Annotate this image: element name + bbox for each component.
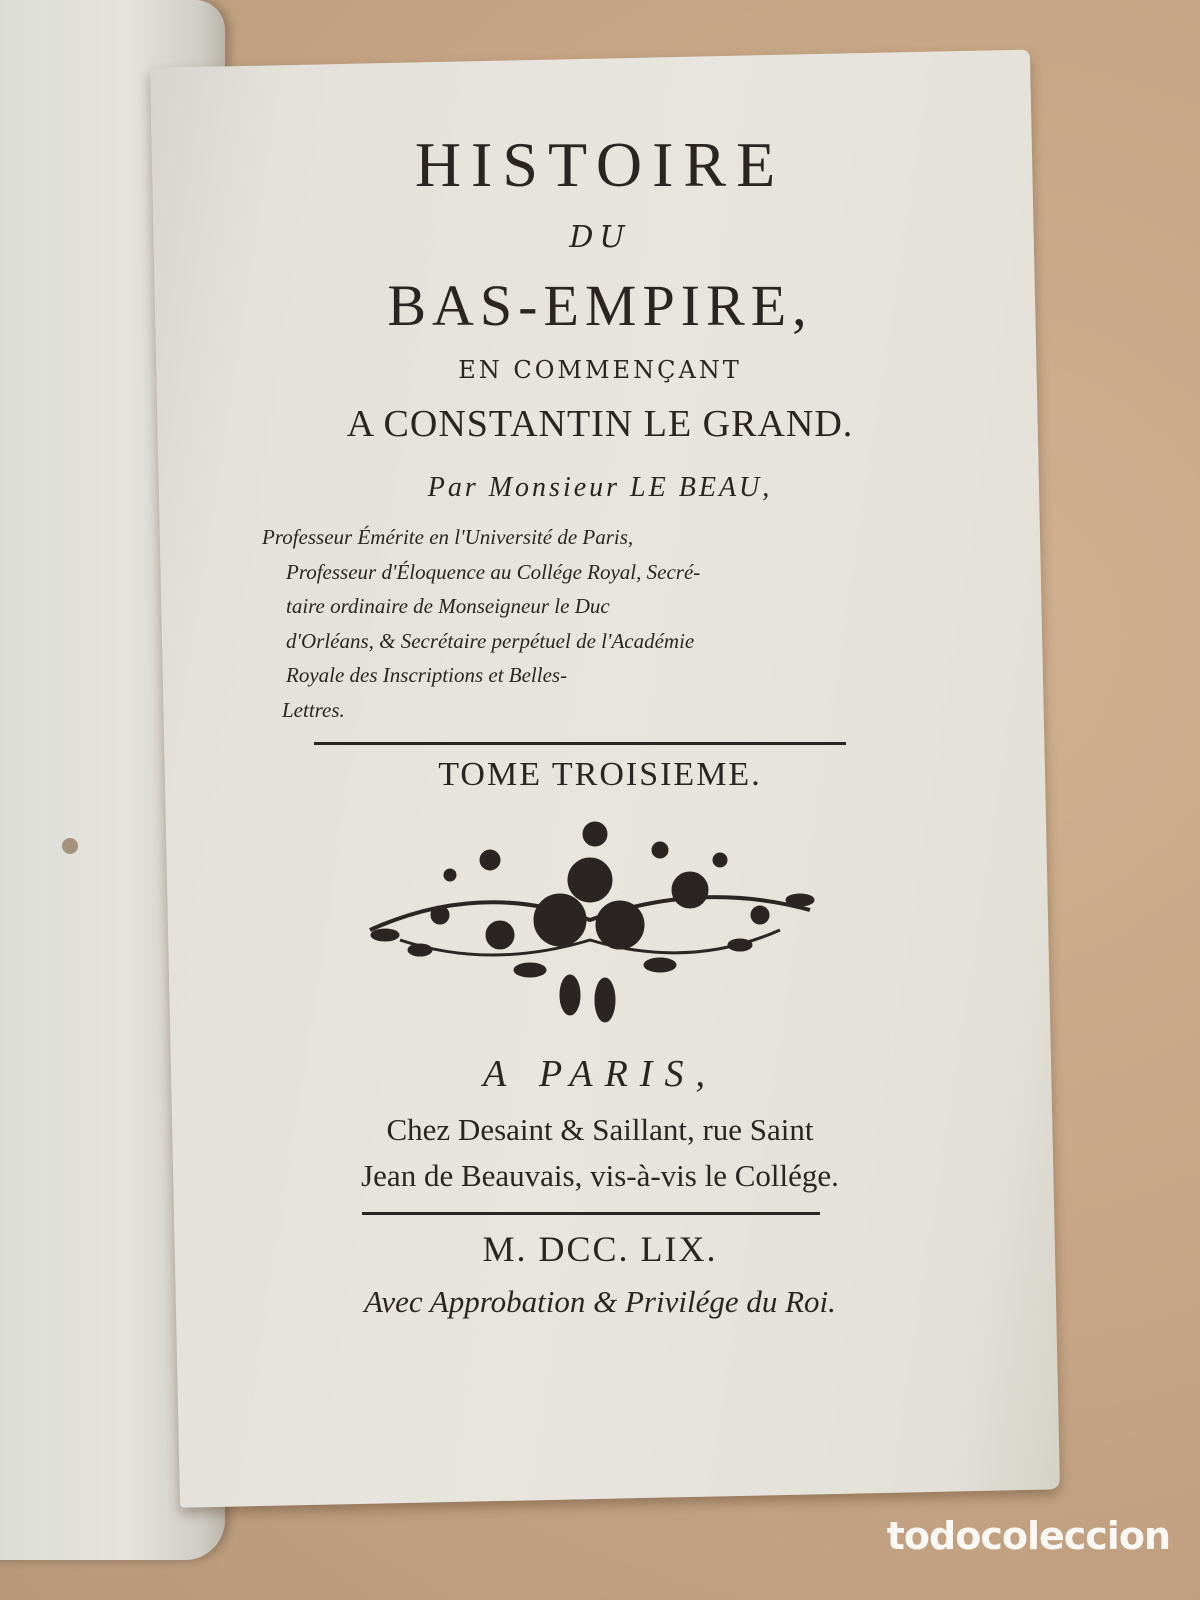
year-line: M. DCC. LIX. [482, 1229, 718, 1269]
author-line: Par Monsieur LE BEAU, [427, 472, 773, 503]
privilege-line: Avec Approbation & Privilége du Roi. [364, 1284, 836, 1319]
divider-rule [314, 742, 846, 745]
publisher-line-1: Chez Desaint & Saillant, rue Saint [386, 1112, 814, 1147]
book-subtitle: BAS-EMPIRE, [387, 273, 813, 338]
credential-line: Professeur Émérite en l'Université de Paris, [262, 525, 634, 549]
foxing-spot [62, 838, 78, 854]
book-title: HISTOIRE [414, 129, 786, 200]
author-credentials [262, 520, 902, 727]
credential-line: Royale des Inscriptions et Belles- [286, 663, 568, 687]
credential-line: Lettres. [282, 697, 345, 722]
title-du: DU [569, 220, 631, 255]
floral-ornament-icon [360, 820, 820, 1040]
watermark-logo: todocoleccion [886, 1514, 1170, 1558]
credential-line: Professeur d'Éloquence au Collége Royal, Secré- [286, 559, 701, 584]
place-line: A PARIS, [483, 1053, 717, 1095]
divider-rule [362, 1212, 820, 1215]
publisher-line-2: Jean de Beauvais, vis-à-vis le Collége. [361, 1158, 839, 1193]
credential-line: taire ordinaire de Monseigneur le Duc [286, 594, 610, 618]
commencing-line: EN COMMENÇANT [458, 356, 742, 384]
from-line: A CONSTANTIN LE GRAND. [346, 403, 854, 445]
volume-line: TOME TROISIEME. [438, 756, 762, 793]
credential-line: d'Orléans, & Secrétaire perpétuel de l'Académie [286, 628, 695, 653]
